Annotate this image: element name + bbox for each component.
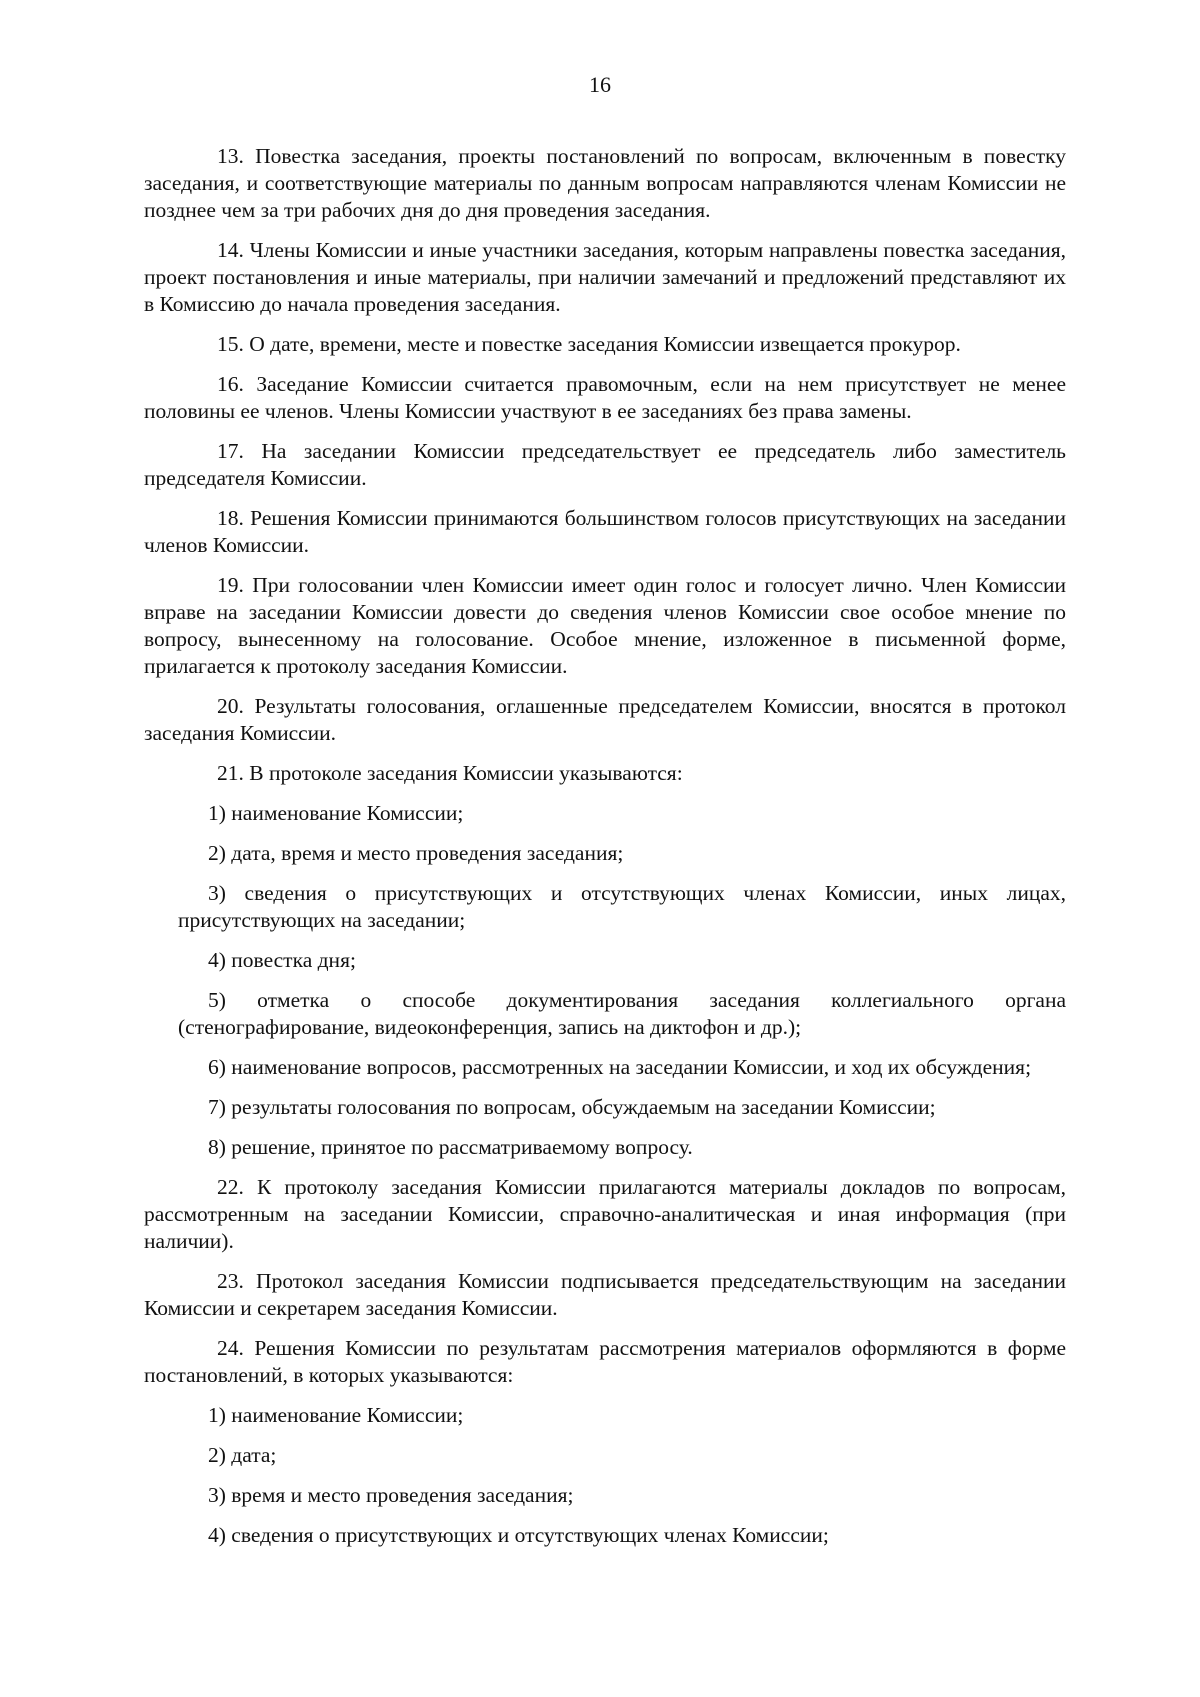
- list-item-21-1: 1) наименование Комиссии;: [208, 801, 464, 825]
- paragraph-19: 19. При голосовании член Комиссии имеет один голос и голосует лично. Член Комиссии вправе на заседании Комиссии довести до сведения членов Комиссии свое особое мнение по вопросу, вынесенному на голосование. Особое мнение, изложенное в письменной форме, прилагается к протоколу заседания Комиссии.: [144, 573, 1066, 678]
- list-item-21-2: 2) дата, время и место проведения заседания;: [208, 841, 624, 865]
- list-item-24-2: 2) дата;: [208, 1443, 277, 1467]
- list-item-21-4: 4) повестка дня;: [208, 948, 356, 972]
- list-item-21-8: 8) решение, принятое по рассматриваемому вопросу.: [208, 1135, 693, 1159]
- list-item-21-5: 5) отметка о способе документирования заседания коллегиального органа (стенографирование, видеоконференция, запись на диктофон и др.);: [178, 988, 1066, 1039]
- paragraph-16: 16. Заседание Комиссии считается правомочным, если на нем присутствует не менее половины ее членов. Члены Комиссии участвуют в ее заседаниях без права замены.: [144, 372, 1066, 423]
- list-item-21-6: 6) наименование вопросов, рассмотренных на заседании Комиссии, и ход их обсуждения;: [208, 1055, 1032, 1079]
- paragraph-21: 21. В протоколе заседания Комиссии указываются:: [217, 761, 683, 785]
- paragraph-17: 17. На заседании Комиссии председательствует ее председатель либо заместитель председателя Комиссии.: [144, 439, 1066, 490]
- list-item-21-7: 7) результаты голосования по вопросам, обсуждаемым на заседании Комиссии;: [208, 1095, 936, 1119]
- paragraph-13: 13. Повестка заседания, проекты постановлений по вопросам, включенным в повестку заседания, и соответствующие материалы по данным вопросам направляются членам Комиссии не позднее чем за три рабочих дня до дня проведения заседания.: [144, 144, 1066, 222]
- paragraph-23: 23. Протокол заседания Комиссии подписывается председательствующим на заседании Комиссии и секретарем заседания Комиссии.: [144, 1269, 1066, 1320]
- list-item-24-1: 1) наименование Комиссии;: [208, 1403, 464, 1427]
- document-body: [144, 143, 1066, 1562]
- paragraph-14: 14. Члены Комиссии и иные участники заседания, которым направлены повестка заседания, проект постановления и иные материалы, при наличии замечаний и предложений представляют их в Комиссию до начала проведения заседания.: [144, 238, 1066, 316]
- paragraph-20: 20. Результаты голосования, оглашенные председателем Комиссии, вносятся в протокол заседания Комиссии.: [144, 694, 1066, 745]
- paragraph-15: 15. О дате, времени, месте и повестке заседания Комиссии извещается прокурор.: [217, 332, 961, 356]
- paragraph-24: 24. Решения Комиссии по результатам рассмотрения материалов оформляются в форме постановлений, в которых указываются:: [144, 1336, 1066, 1387]
- paragraph-18: 18. Решения Комиссии принимаются большинством голосов присутствующих на заседании членов Комиссии.: [144, 506, 1066, 557]
- list-item-24-3: 3) время и место проведения заседания;: [208, 1483, 574, 1507]
- page-number: 16: [589, 72, 611, 97]
- list-item-21-3: 3) сведения о присутствующих и отсутствующих членах Комиссии, иных лицах, присутствующих на заседании;: [178, 881, 1066, 932]
- list-item-24-4: 4) сведения о присутствующих и отсутствующих членах Комиссии;: [208, 1523, 829, 1547]
- paragraph-22: 22. К протоколу заседания Комиссии прилагаются материалы докладов по вопросам, рассмотренным на заседании Комиссии, справочно-аналитическая и иная информация (при наличии).: [144, 1175, 1066, 1253]
